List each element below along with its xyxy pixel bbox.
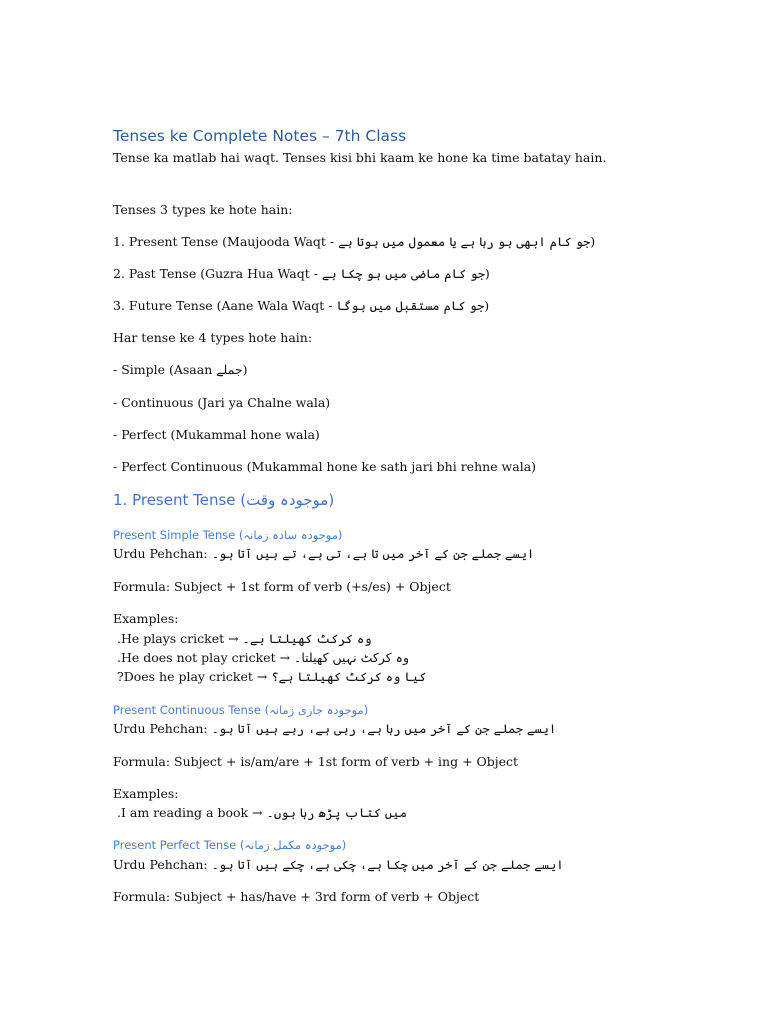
formula-continuous: Formula: Subject + is/am/are + 1st form of verb + ing + Object — [113, 754, 519, 769]
formula-perfect: Formula: Subject + has/have + 3rd form of verb + Object — [113, 889, 480, 904]
example-simple-3: کیا وہ کرکٹ کھیلتا ہے؟ → Does he play cricket? — [117, 669, 427, 684]
examples-label-continuous: Examples: — [113, 786, 179, 801]
subtype-item-continuous: - Continuous (Jari ya Chalne wala) — [113, 395, 331, 410]
subtype-item-simple: - Simple (Asaan جملے) — [113, 362, 248, 377]
intro-text: Tense ka matlab hai waqt. Tenses kisi bhi kaam ke hone ka time batatay hain. — [113, 150, 607, 165]
example-continuous-1: میں کتاب پڑھ رہا ہوں۔ → I am reading a book. — [117, 805, 407, 820]
type-item-present: 1. Present Tense (Maujooda Waqt - جو کام ابھی ہو رہا ہے یا معمول میں ہوتا ہے) — [113, 234, 596, 249]
subtype-item-perfect-continuous: - Perfect Continuous (Mukammal hone ke sath jari bhi rehne wala) — [113, 459, 537, 474]
subtype-item-perfect: - Perfect (Mukammal hone wala) — [113, 427, 320, 442]
subsection-heading-present-simple: Present Simple Tense (موجودہ سادہ زمانہ) — [113, 528, 343, 542]
urdu-pehchan-simple: Urdu Pehchan: ایسے جملے جن کے آخر میں تا ہے، تی ہے، تے ہیں آتا ہو۔ — [113, 546, 535, 561]
types-heading: Tenses 3 types ke hote hain: — [113, 202, 293, 217]
subtypes-heading: Har tense ke 4 types hote hain: — [113, 330, 313, 345]
example-simple-2: وہ کرکٹ نہیں کھیلتا۔ → He does not play cricket. — [117, 650, 410, 665]
examples-label-simple: Examples: — [113, 611, 179, 626]
type-item-past: 2. Past Tense (Guzra Hua Waqt - جو کام ماضی میں ہو چکا ہے) — [113, 266, 490, 281]
urdu-pehchan-perfect: Urdu Pehchan: ایسے جملے جن کے آخر میں چکا ہے، چکی ہے، چکے ہیں آتا ہو۔ — [113, 857, 564, 872]
type-item-future: 3. Future Tense (Aane Wala Waqt - جو کام مستقبل میں ہوگا) — [113, 298, 490, 313]
urdu-pehchan-continuous: Urdu Pehchan: ایسے جملے جن کے آخر میں رہا ہے، رہی ہے، رہے ہیں آتا ہو۔ — [113, 721, 557, 736]
subsection-heading-present-continuous: Present Continuous Tense (موجودہ جاری زمانہ) — [113, 703, 369, 717]
document-title: Tenses ke Complete Notes – 7th Class — [113, 127, 407, 145]
example-simple-1: وہ کرکٹ کھیلتا ہے۔ → He plays cricket. — [117, 631, 372, 646]
section-heading-present-tense: 1. Present Tense (موجودہ وقت) — [113, 491, 335, 509]
formula-simple: Formula: Subject + 1st form of verb (+s/es) + Object — [113, 579, 451, 594]
subsection-heading-present-perfect: Present Perfect Tense (موجودہ مکمل زمانہ) — [113, 838, 347, 852]
